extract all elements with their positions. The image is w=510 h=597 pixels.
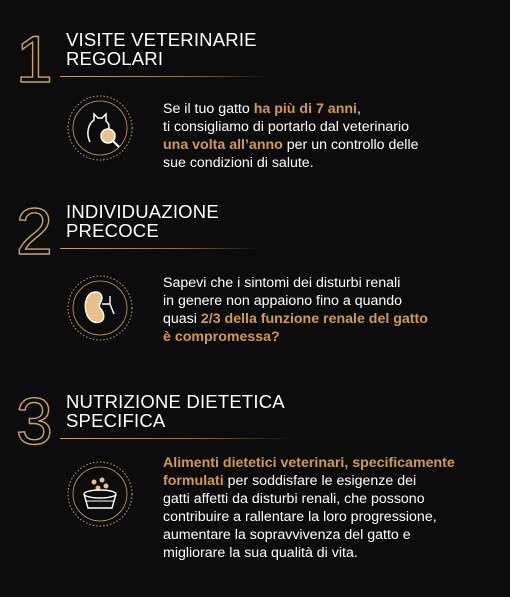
step-number-1 <box>14 22 60 96</box>
kidney-icon <box>66 274 134 342</box>
food-bowl-icon <box>66 460 134 528</box>
highlight-text: ha più di 7 anni <box>253 101 357 117</box>
body-line: in genere non appaiono fino a quando <box>163 293 403 309</box>
highlight-text: una volta all’anno <box>163 137 283 153</box>
step-number-2 <box>14 194 60 268</box>
section-body <box>163 454 498 562</box>
title-line: PRECOCE <box>66 220 159 241</box>
body-line: ti consigliamo di portarlo dal veterinario <box>163 119 410 135</box>
title-line: VISITE VETERINARIE <box>66 29 257 50</box>
section-body <box>163 274 498 346</box>
section-title <box>66 202 219 240</box>
divider <box>60 76 270 77</box>
body-line: contribuire a rallentare la loro progressione, <box>163 509 437 525</box>
title-line: NUTRIZIONE DIETETICA <box>66 391 285 412</box>
svg-text:1: 1 <box>16 22 53 96</box>
body-line: Sapevi che i sintomi dei disturbi renali <box>163 275 401 291</box>
svg-text:2: 2 <box>16 194 53 268</box>
body-text: quasi <box>163 311 201 327</box>
body-line: gatti affetti da disturbi renali, che possono <box>163 491 425 507</box>
body-line <box>163 472 498 490</box>
divider <box>60 248 260 249</box>
highlight-text: formulati <box>163 473 224 489</box>
body-text: per un controllo delle <box>282 137 419 153</box>
divider <box>60 438 290 439</box>
svg-text:3: 3 <box>16 384 53 458</box>
section-title <box>66 392 285 430</box>
highlight-text: 2/3 della funzione renale del gatto <box>200 311 428 327</box>
title-line: SPECIFICA <box>66 410 166 431</box>
body-line: aumentare la sopravvivenza del gatto e <box>163 527 411 543</box>
body-line: Alimenti dietetici veterinari, specificamente <box>163 455 455 471</box>
body-text: , <box>356 101 361 117</box>
step-number-3 <box>14 384 60 458</box>
body-text: per soddisfare le esigenze dei <box>223 473 417 489</box>
title-line: REGOLARI <box>66 48 164 69</box>
body-line <box>163 136 498 154</box>
body-line <box>163 310 498 328</box>
section-title <box>66 30 257 68</box>
body-line: migliorare la sua qualità di vita. <box>163 545 358 561</box>
cat-magnifier-icon <box>66 94 134 162</box>
title-line: INDIVIDUAZIONE <box>66 201 219 222</box>
body-line <box>163 100 498 118</box>
body-line: è compromessa? <box>163 329 280 345</box>
section-body <box>163 100 498 172</box>
body-line: sue condizioni di salute. <box>163 155 314 171</box>
body-text: Se il tuo gatto <box>163 101 254 117</box>
